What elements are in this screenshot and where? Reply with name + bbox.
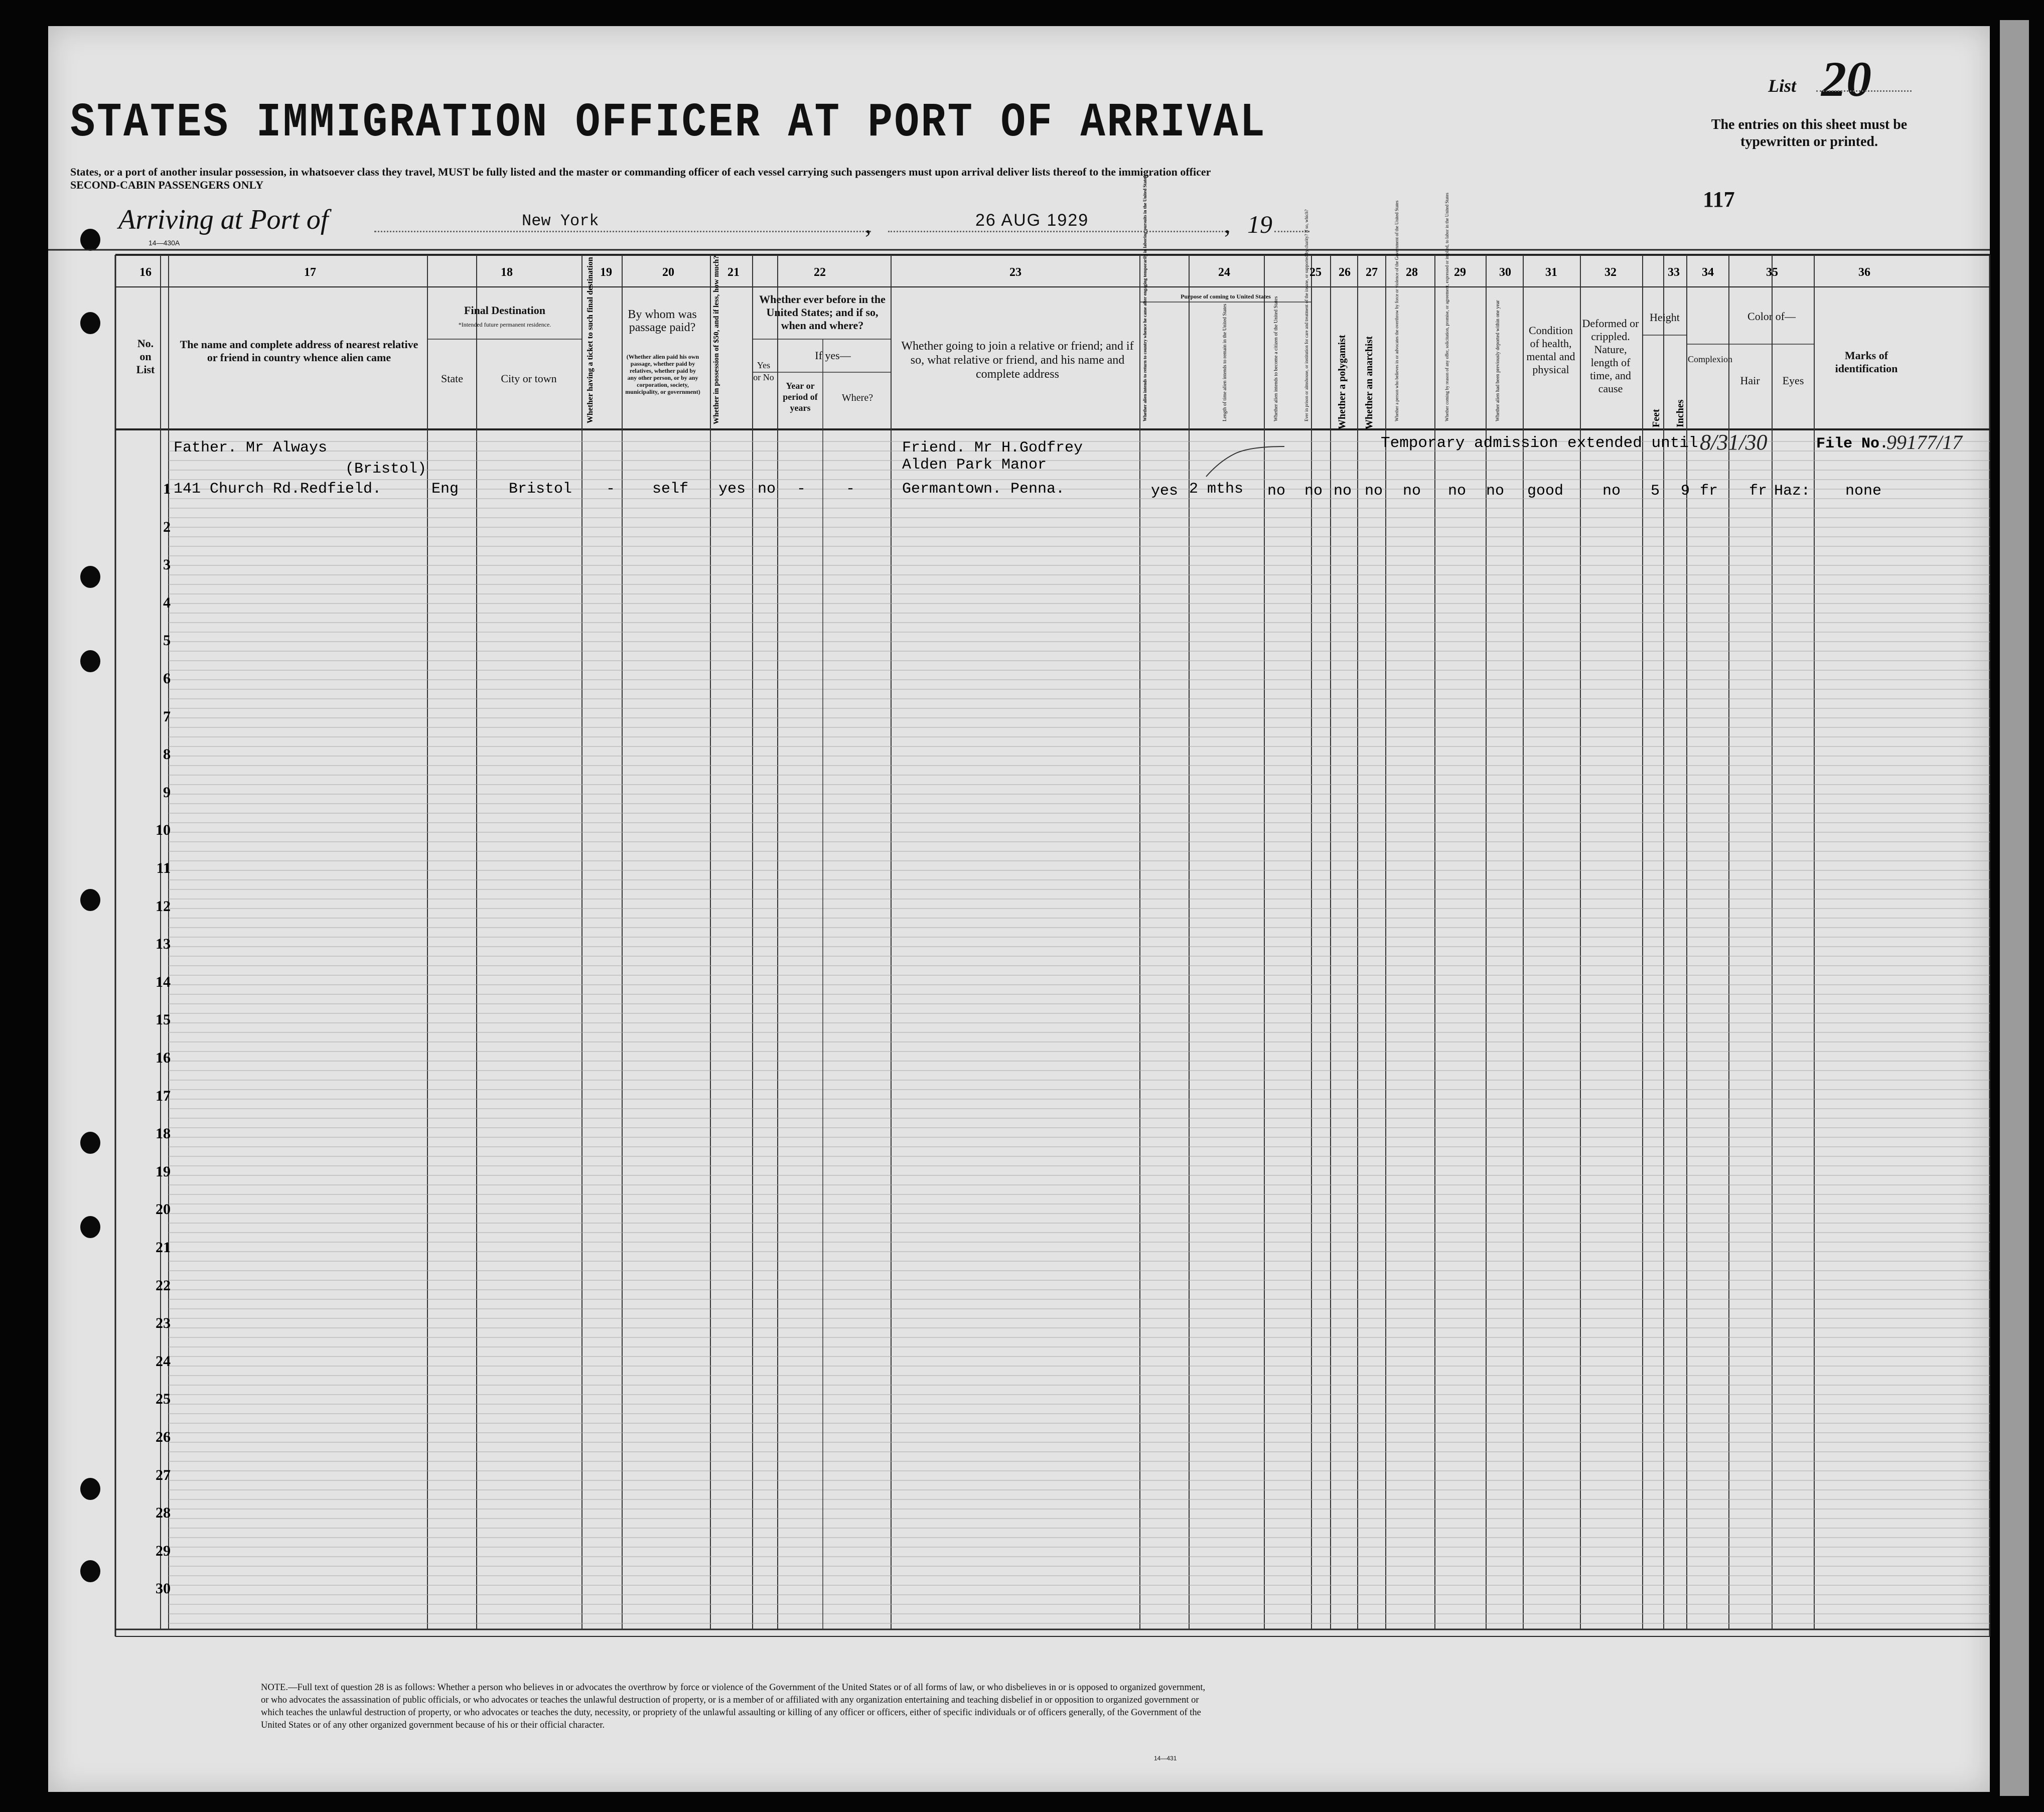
header-prison: Ever in prison or almshouse, or institution for care and treatment of the insane, or supported by charity? If so, which? [1304,209,1309,421]
row-number: 9 [163,784,171,801]
row-number: 3 [163,556,171,573]
header-eyes: Eyes [1782,374,1804,387]
row-number: 20 [156,1201,171,1218]
header-inches: Inches [1675,399,1686,427]
row-number: 14 [156,973,171,990]
port-line [374,231,871,232]
header-passage-paid: By whom was passage paid? [628,308,697,334]
row-number: 18 [156,1125,171,1142]
header-if-yes: If yes— [815,349,851,362]
header-intend-citizen: Whether alien intends to become a citizen of the United States [1273,296,1279,421]
date-stamp: 26 AUG 1929 [975,211,1089,230]
header-health: Condition of health, mental and physical [1526,324,1575,376]
row-number: 15 [156,1011,171,1028]
entry-city: Bristol [509,481,572,498]
entry-overthrow: no [1403,483,1421,500]
row-number: 27 [156,1466,171,1483]
header-where: Where? [841,392,873,403]
row-number: 6 [163,670,171,687]
header-anarchist: Whether an anarchist [1364,336,1375,429]
header-yes-no: Yes or No [753,360,774,382]
row-number: 8 [163,746,171,763]
header-feet: Feet [1651,409,1662,427]
relative-name: Father. Mr Always [174,439,328,457]
entry-feet: 5 [1651,483,1660,500]
column-number: 16 [139,266,152,279]
header-state: State [441,372,463,385]
entry-purpose: yes [1151,483,1179,500]
header-no-on-list: No. on List [136,337,155,376]
row-number: 21 [156,1239,171,1256]
header-marks: Marks of identification [1835,349,1898,375]
page-title: STATES IMMIGRATION OFFICER AT PORT OF ARRIVAL [70,95,1267,150]
row-number: 13 [156,936,171,953]
header-money: Whether in possession of $50, and if less, how much? [712,255,720,424]
column-number: 26 [1339,266,1351,279]
join-friend: Friend. Mr H.Godfrey [902,439,1083,457]
row-number: 7 [163,708,171,725]
row-number: 4 [163,594,171,611]
row-number: 11 [156,860,171,876]
list-label: List [1768,76,1797,96]
row-number: 26 [156,1429,171,1445]
header-complexion: Complexion [1688,354,1732,364]
column-number: 17 [304,266,316,279]
header-period: Year or period of years [783,381,818,413]
header-hair: Hair [1740,374,1760,387]
arriving-label: Arriving at Port of [118,204,329,235]
join-address2: Germantown. Penna. [902,481,1065,498]
entry-prison: no [1304,483,1323,500]
column-number: 33 [1668,266,1680,279]
row-number: 2 [163,518,171,535]
header-final-destination-note: *Intended future permanent residence. [458,321,551,328]
column-number: 30 [1499,266,1511,279]
entry-citizen: no [1267,483,1286,500]
relative-address: 141 Church Rd.Redfield. [174,481,382,498]
column-number: 31 [1545,266,1557,279]
extension-date: 8/31/30 [1700,430,1768,455]
column-number: 20 [662,266,674,279]
header-deformed: Deformed or crippled. Nature, length of time, and cause [1582,317,1639,395]
entry-length: 2 mths [1189,481,1244,498]
column-number: 18 [501,266,513,279]
check-mark [1204,441,1289,482]
header-passage-paid-note: (Whether alien paid his own passage, whether paid by relatives, whether paid by any other person, or by any corporation, society, municipality, or government) [625,353,700,395]
footnote-question-28: NOTE.—Full text of question 28 is as follows: Whether a person who believes in or advocates the overthrow by force or violence of the Government of the United States or of all forms of law, or who disbelieves in or is opposed to organized government, or who advocates the assassination of public officials, or who advocates or teaches the unlawful destruction of property, or is a member of or affiliated with any organization entertaining and teaching disbelief in or opposition to organized government or which teaches the unlawful destruction of property, or who advocates or teaches the duty, necessity, or propriety of the unlawful assaulting or killing of any officer or officers, either of specific individuals or of officers generally, of the Government of the United States or of any other organized government because of his or their official character. [261,1683,1206,1730]
entry-anarchist: no [1365,483,1383,500]
relative-city: (Bristol) [345,461,427,478]
file-label: File No. [1816,435,1889,452]
row-number: 25 [156,1391,171,1408]
column-number: 35 [1766,266,1778,279]
header-length-stay: Length of time alien intends to remain in the United States [1222,304,1228,421]
column-number: 28 [1406,266,1418,279]
subtitle-class: SECOND-CABIN PASSENGERS ONLY [70,179,264,191]
entry-polygamist: no [1334,483,1352,500]
file-number: 99177/17 [1886,431,1963,454]
column-number: 32 [1604,266,1617,279]
date-line [888,231,1229,232]
header-city-town: City or town [501,372,557,385]
year-label: 19 [1247,210,1272,238]
entry-ticket: - [606,481,616,498]
header-before-us: Whether ever before in the United States; and if so, when and where? [759,293,886,332]
sheet-number: 117 [1703,187,1735,212]
column-number: 25 [1309,266,1322,279]
row-number: 22 [156,1277,171,1294]
admission-annotation: Temporary admission extended until [1381,434,1698,452]
row-number: 23 [156,1315,171,1332]
row-number: 19 [156,1163,171,1180]
list-number: 20 [1821,51,1871,107]
entry-marks: none [1845,483,1882,500]
header-polygamist: Whether a polygamist [1337,335,1348,429]
header-purpose: Purpose of coming to United States [1181,293,1271,300]
column-number: 34 [1702,266,1714,279]
typewritten-note: The entries on this sheet must be typewritten or printed. [1711,117,1908,149]
header-nearest-relative: The name and complete address of nearest relative or friend in country whence alien came [180,338,418,364]
entry-inches: 9 [1681,483,1690,500]
row-number: 16 [156,1049,171,1066]
header-labor-offer: Whether coming by reason of any offer, solicitation, promise, or agreement, expressed or implied, to labor in the United States [1444,193,1449,421]
row-number: 30 [156,1580,171,1597]
column-number: 23 [1009,266,1021,279]
comma-separator: , [1224,210,1231,238]
column-number: 36 [1858,266,1870,279]
subtitle-instructions: States, or a port of another insular possession, in whatsoever class they travel, MUST be fully listed and the master or commanding officer of each vessel carrying such passengers must upon arrival deliver lists thereof to the immigration officer [70,166,1211,178]
entry-money: yes [718,481,746,498]
row-number: 17 [156,1087,171,1104]
column-number: 27 [1366,266,1378,279]
column-number: 19 [600,266,612,279]
header-join-relative: Whether going to join a relative or friend; and if so, what relative or friend, and his name and complete address [901,340,1134,381]
port-value: New York [522,212,599,230]
footer-form-code: 14—431 [1154,1755,1177,1762]
header-overthrow: Whether a person who believes in or advocates the overthrow by force or violence of the Government of the United States [1394,200,1399,421]
entry-deformed: no [1602,483,1621,500]
entry-health: good [1527,483,1564,500]
entry-before-us: no [758,481,776,498]
column-number: 22 [814,266,826,279]
row-number: 29 [156,1542,171,1559]
entry-eyes: Haz: [1774,483,1811,500]
header-deported: Whether alien had been previously deported within one year [1495,300,1501,421]
column-number: 21 [727,266,740,279]
header-height: Height [1650,311,1680,324]
row-number: 24 [156,1352,171,1370]
row-number: 1 [163,481,171,497]
entry-period: - [797,481,806,498]
entry-where: - [846,481,855,498]
header-color-of: Color of— [1747,310,1796,323]
join-address1: Alden Park Manor [902,457,1047,474]
row-number: 28 [156,1504,171,1522]
header-ticket: Whether having a ticket to such final destination [586,257,595,423]
row-number: 12 [156,897,171,915]
entry-passage-paid: self [652,481,689,498]
header-final-destination: Final Destination [464,304,545,317]
comma-separator: , [865,210,871,238]
form-code: 14—430A [149,239,180,247]
entry-labor-offer: no [1448,483,1467,500]
header-purpose-return: Whether alien intends to return to country whence he came after engaging temporarily in laboring pursuits in the United States [1142,176,1147,421]
list-number-underline [1816,90,1912,92]
row-number: 10 [156,822,171,839]
entry-complexion: fr [1700,483,1718,500]
column-number: 24 [1218,266,1230,279]
column-number: 29 [1454,266,1466,279]
entry-deported: no [1486,483,1505,500]
row-number: 5 [163,632,171,649]
entry-state: Eng [431,481,459,498]
entry-hair: fr [1749,483,1768,500]
